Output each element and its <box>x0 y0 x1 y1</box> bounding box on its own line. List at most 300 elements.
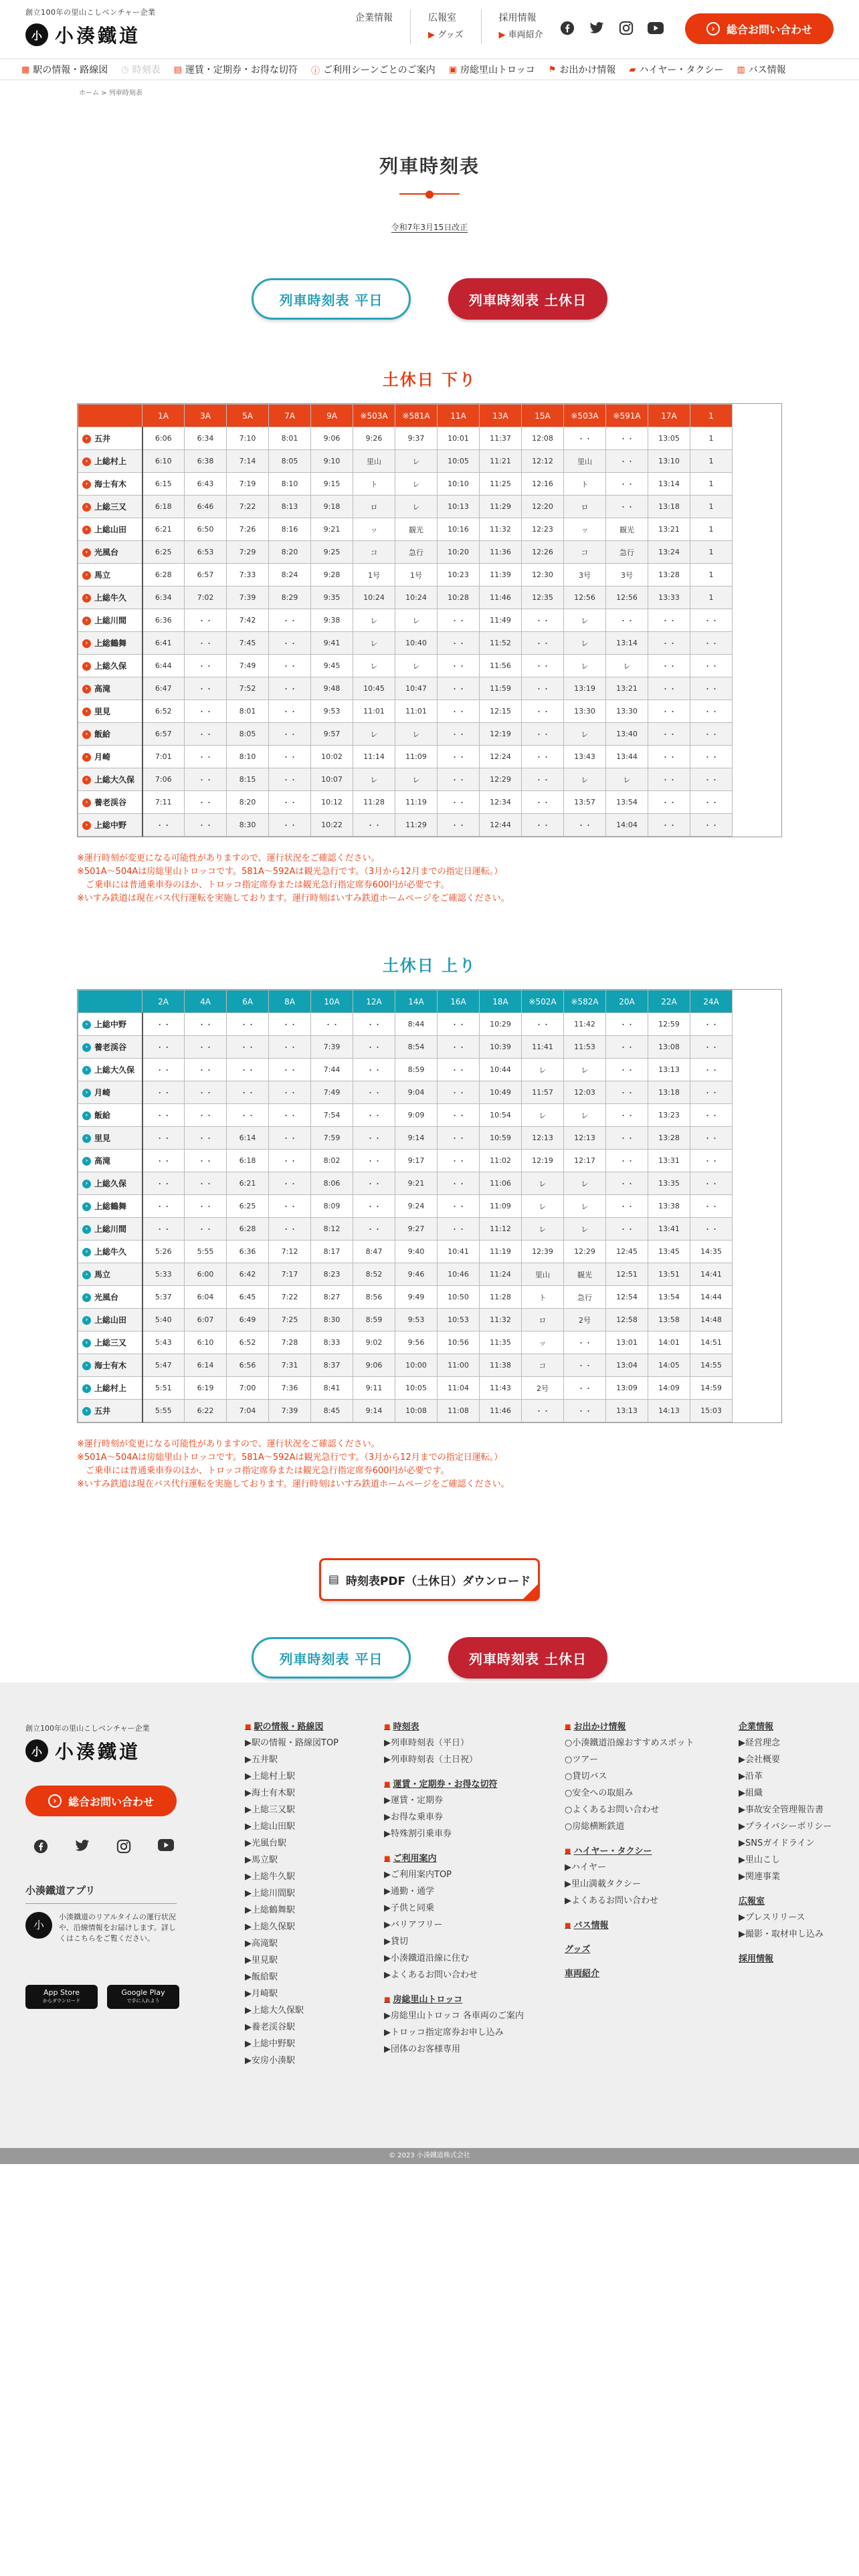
arrow-icon: › <box>82 1339 91 1348</box>
time-cell: 5:26 <box>142 1241 185 1263</box>
footer-heading[interactable]: グッズ <box>565 1945 591 1955</box>
gnav-timetable[interactable]: ◷ 時刻表 <box>121 64 161 76</box>
footer-link[interactable]: ○ツアー <box>565 1755 598 1765</box>
footer-link[interactable]: ○よくあるお問い合わせ <box>565 1805 660 1815</box>
station-name[interactable]: › 上総中野 <box>78 814 142 837</box>
time-cell: ・・ <box>606 1127 648 1150</box>
time-cell: 9:21 <box>395 1172 438 1195</box>
station-name[interactable]: › 海士有木 <box>78 473 142 496</box>
time-cell: 6:25 <box>142 541 185 564</box>
footer-link[interactable]: ▶トロッコ指定席券お申し込み <box>384 2028 504 2038</box>
time-cell: ・・ <box>227 1081 269 1104</box>
footer-heading[interactable]: 企業情報 <box>739 1722 774 1732</box>
time-cell: 観光 <box>395 518 438 541</box>
footer-heading[interactable]: 車両紹介 <box>565 1969 600 1979</box>
gnav-guide[interactable]: ⓘ ご利用シーンごとのご案内 <box>304 63 442 76</box>
time-cell: 9:10 <box>311 450 353 473</box>
time-cell: ・・ <box>690 609 733 632</box>
time-cell: ・・ <box>185 723 227 746</box>
footer-link[interactable]: ▶列車時刻表（土日祝） <box>384 1755 478 1765</box>
time-cell: ・・ <box>522 700 564 723</box>
time-cell: 13:40 <box>606 723 648 746</box>
station-name[interactable]: › 上総村上 <box>78 1377 142 1400</box>
footer-link[interactable]: ▶里山満載タクシー <box>565 1879 641 1889</box>
table-row <box>78 655 733 677</box>
time-cell: ・・ <box>648 791 690 814</box>
time-cell: 11:53 <box>564 1036 606 1059</box>
holiday-button[interactable]: 列車時刻表 土休日 <box>448 278 607 320</box>
gnav-stations[interactable]: ▦ 駅の情報・路線図 <box>21 64 108 76</box>
station-name[interactable]: › 上総久保 <box>78 655 142 677</box>
footer-link[interactable]: ▶駅の情報・路線図TOP <box>245 1738 339 1748</box>
train-header: 5A <box>227 405 269 427</box>
station-name[interactable]: › 上総川間 <box>78 609 142 632</box>
header-link-goods[interactable]: グッズ <box>438 30 464 40</box>
weekday-button[interactable]: 列車時刻表 平日 <box>252 1637 411 1679</box>
time-cell: レ <box>564 1195 606 1218</box>
time-cell: 13:41 <box>648 1218 690 1241</box>
footer-link[interactable]: ▶沿革 <box>739 1772 763 1782</box>
table-row <box>78 1059 733 1081</box>
gnav-trolley[interactable]: ▣ 房総里山トロッコ <box>448 64 535 76</box>
time-cell: コ <box>564 541 606 564</box>
station-name[interactable]: › 光風台 <box>78 541 142 564</box>
arrow-icon: › <box>82 1293 91 1302</box>
time-cell: コ <box>353 541 395 564</box>
station-name[interactable]: › 上総山田 <box>78 1309 142 1331</box>
gnav-taxi[interactable]: ▰ ハイヤー・タクシー <box>629 64 724 76</box>
train-header: 17A <box>648 405 690 427</box>
header-link-company[interactable]: 企業情報 <box>338 9 411 44</box>
station-name[interactable]: › 飯給 <box>78 1104 142 1127</box>
time-cell: 11:56 <box>480 655 522 677</box>
time-cell: 6:21 <box>142 518 185 541</box>
time-cell: ・・ <box>438 1036 480 1059</box>
footer-link[interactable]: ▶上総牛久駅 <box>245 1872 295 1882</box>
footer-link[interactable]: ▶特殊割引乗車券 <box>384 1829 452 1839</box>
youtube-icon[interactable] <box>158 1839 174 1856</box>
time-cell: 8:44 <box>395 1013 438 1036</box>
time-cell: ・・ <box>606 1150 648 1172</box>
time-cell: 8:33 <box>311 1331 353 1354</box>
time-cell: 13:43 <box>564 746 606 768</box>
footer-heading[interactable]: ■ 運賃・定期券・お得な切符 <box>384 1778 524 1792</box>
time-cell: 7:49 <box>311 1081 353 1104</box>
weekday-button[interactable]: 列車時刻表 平日 <box>252 278 411 320</box>
time-cell: 13:08 <box>648 1036 690 1059</box>
time-cell: ・・ <box>185 1104 227 1127</box>
pdf-download-button[interactable]: ▤ 時刻表PDF（土休日）ダウンロード <box>319 1558 540 1601</box>
footer-heading[interactable]: ■ ご利用案内 <box>384 1852 524 1866</box>
time-cell: ロ <box>522 1309 564 1331</box>
footer-link[interactable]: ○小湊鐵道沿線おすすめスポット <box>565 1738 694 1748</box>
time-cell: ・・ <box>438 1127 480 1150</box>
time-cell: レ <box>564 1104 606 1127</box>
footer-link[interactable]: ▶五井駅 <box>245 1755 278 1765</box>
station-name[interactable]: › 上総三又 <box>78 496 142 518</box>
station-name[interactable]: › 上総鶴舞 <box>78 632 142 655</box>
time-cell: ・・ <box>185 1218 227 1241</box>
facebook-icon[interactable] <box>33 1839 48 1856</box>
contact-button[interactable]: › 総合お問い合わせ <box>685 13 834 44</box>
station-header <box>78 405 142 427</box>
time-cell: ・・ <box>353 1104 395 1127</box>
station-name[interactable]: › 上総大久保 <box>78 768 142 791</box>
footer-heading[interactable]: ■ 駅の情報・路線図 <box>245 1720 339 1735</box>
table-row <box>78 586 733 609</box>
time-cell: 6:49 <box>227 1309 269 1331</box>
footer-link[interactable]: ▶上総久保駅 <box>245 1922 295 1932</box>
gnav-fares[interactable]: ▤ 運賃・定期券・お得な切符 <box>173 64 298 76</box>
footer-contact-button[interactable]: › 総合お問い合わせ <box>25 1786 177 1816</box>
time-cell: 10:05 <box>395 1377 438 1400</box>
station-name[interactable]: › 高滝 <box>78 1150 142 1172</box>
time-cell: 8:23 <box>311 1263 353 1286</box>
footer-link[interactable]: ▶組織 <box>739 1788 763 1798</box>
footer-link[interactable]: ▶光風台駅 <box>245 1838 286 1848</box>
table-row <box>78 1354 733 1377</box>
station-name[interactable]: › 上総山田 <box>78 518 142 541</box>
time-cell: 13:18 <box>648 496 690 518</box>
time-cell: 1 <box>690 518 733 541</box>
time-cell: ・・ <box>438 768 480 791</box>
app-store-badge[interactable]: App Store からダウンロード <box>25 1985 98 2009</box>
footer-link[interactable]: ▶安房小湊駅 <box>245 2056 295 2066</box>
time-cell: 8:01 <box>227 700 269 723</box>
time-cell: レ <box>606 655 648 677</box>
time-cell: 13:31 <box>648 1150 690 1172</box>
time-cell: 8:13 <box>269 496 311 518</box>
time-cell: ・・ <box>690 791 733 814</box>
time-cell: 11:38 <box>480 1354 522 1377</box>
time-cell: 10:05 <box>438 450 480 473</box>
time-cell: ・・ <box>438 791 480 814</box>
footer-heading[interactable]: 採用情報 <box>739 1954 774 1964</box>
train-header: 16A <box>438 990 480 1013</box>
time-cell: 11:29 <box>395 814 438 837</box>
station-name[interactable]: › 光風台 <box>78 1286 142 1309</box>
time-cell: 7:12 <box>269 1241 311 1263</box>
time-cell: 12:20 <box>522 496 564 518</box>
footer-link[interactable]: ▶お得な乗車券 <box>384 1812 443 1822</box>
down-title: 土休日 下り <box>382 370 477 389</box>
time-cell: ・・ <box>564 1331 606 1354</box>
station-name[interactable]: › 馬立 <box>78 564 142 586</box>
time-cell: 里山 <box>564 450 606 473</box>
time-cell: ・・ <box>606 1036 648 1059</box>
footer-link[interactable]: ▶運賃・定期券 <box>384 1796 443 1806</box>
store-badges <box>25 1985 179 2009</box>
facebook-icon[interactable] <box>559 20 575 36</box>
footer-link[interactable]: ▶よくあるお問い合わせ <box>384 1970 478 1980</box>
footer-link[interactable]: ▶貸切 <box>384 1937 408 1947</box>
footer-link[interactable]: ▶事故安全管理報告書 <box>739 1805 824 1815</box>
gnav-outing[interactable]: ⚑ お出かけ情報 <box>548 64 616 76</box>
footer-link[interactable]: ▶上総山田駅 <box>245 1822 295 1832</box>
arrow-icon: › <box>82 480 91 489</box>
header-link-recruit[interactable]: 採用情報 ▶ 車両紹介 <box>498 13 543 40</box>
footer-link[interactable]: ▶列車時刻表（平日） <box>384 1738 469 1748</box>
header-link-press[interactable]: 広報室 ▶ グッズ <box>411 9 482 44</box>
time-cell: 1 <box>690 473 733 496</box>
footer-link[interactable]: ▶バリアフリー <box>384 1920 443 1930</box>
footer-link[interactable]: ▶団体のお客様専用 <box>384 2044 460 2054</box>
time-cell: 10:53 <box>438 1309 480 1331</box>
arrow-icon: › <box>82 1089 91 1097</box>
time-cell: 11:32 <box>480 518 522 541</box>
time-cell: ・・ <box>690 632 733 655</box>
station-name[interactable]: › 飯給 <box>78 723 142 746</box>
time-cell: 12:54 <box>606 1286 648 1309</box>
footer-link[interactable]: ▶月崎駅 <box>245 1989 278 1999</box>
arrow-icon: › <box>82 1316 91 1325</box>
footer-link[interactable]: ▶海士有木駅 <box>245 1788 295 1798</box>
time-cell: 観光 <box>564 1263 606 1286</box>
holiday-button[interactable]: 列車時刻表 土休日 <box>448 1637 607 1679</box>
time-cell: 13:23 <box>648 1104 690 1127</box>
station-name[interactable]: › 上総川間 <box>78 1218 142 1241</box>
station-name[interactable]: › 上総久保 <box>78 1172 142 1195</box>
arrow-icon: › <box>82 526 91 534</box>
time-cell: ・・ <box>438 700 480 723</box>
time-cell: ・・ <box>690 1218 733 1241</box>
twitter-icon[interactable] <box>75 1839 90 1856</box>
logo[interactable] <box>25 21 156 48</box>
time-cell: 5:43 <box>142 1331 185 1354</box>
time-cell: レ <box>353 609 395 632</box>
footer-link[interactable]: ▶房総里山トロッコ 各車両のご案内 <box>384 2011 524 2021</box>
instagram-icon[interactable] <box>618 20 634 36</box>
footer-heading[interactable]: 広報室 <box>739 1897 765 1907</box>
footer-link[interactable]: ▶関連事業 <box>739 1872 780 1882</box>
time-cell: 7:26 <box>227 518 269 541</box>
footer-link[interactable]: ▶高滝駅 <box>245 1939 278 1949</box>
station-name[interactable]: › 五井 <box>78 1400 142 1422</box>
time-cell: ・・ <box>438 677 480 700</box>
time-cell: 6:04 <box>185 1286 227 1309</box>
table-row <box>78 1263 733 1286</box>
station-name[interactable]: › 月崎 <box>78 746 142 768</box>
time-cell: 6:18 <box>142 496 185 518</box>
station-name[interactable]: › 海士有木 <box>78 1354 142 1377</box>
time-cell: 11:28 <box>353 791 395 814</box>
youtube-icon[interactable] <box>648 20 664 36</box>
time-cell: 12:24 <box>480 746 522 768</box>
google-play-badge[interactable]: Google Play で手に入れよう <box>107 1985 179 2009</box>
time-cell: 6:19 <box>185 1377 227 1400</box>
time-cell: ・・ <box>438 814 480 837</box>
site-header <box>0 0 859 59</box>
footer-link[interactable]: ▶通勤・通学 <box>384 1887 434 1897</box>
header-link-vehicles[interactable]: 車両紹介 <box>508 30 543 40</box>
time-cell: 6:25 <box>227 1195 269 1218</box>
footer-link[interactable]: ○貸切バス <box>565 1772 607 1782</box>
station-name[interactable]: › 里見 <box>78 700 142 723</box>
breadcrumb[interactable]: ホーム > 列車時刻表 <box>79 90 142 97</box>
time-cell: 12:58 <box>606 1309 648 1331</box>
time-cell: 10:12 <box>311 791 353 814</box>
header-nav <box>338 9 561 44</box>
footer-link[interactable]: ▶上総村上駅 <box>245 1772 295 1782</box>
time-cell: ・・ <box>690 700 733 723</box>
time-cell: 8:01 <box>269 427 311 450</box>
train-header: ※582A <box>564 990 606 1013</box>
time-cell: 8:05 <box>269 450 311 473</box>
arrow-icon: › <box>82 1362 91 1370</box>
time-cell: ・・ <box>522 723 564 746</box>
footer-heading[interactable]: ■ 房総里山トロッコ <box>384 1993 524 2008</box>
time-cell: レ <box>353 655 395 677</box>
footer-link[interactable]: ▶よくあるお問い合わせ <box>565 1896 658 1906</box>
time-cell: 9:21 <box>311 518 353 541</box>
time-cell: 6:00 <box>185 1263 227 1286</box>
footer-link[interactable]: ▶撮影・取材申し込み <box>739 1929 824 1939</box>
time-cell: 13:51 <box>648 1263 690 1286</box>
footer-link[interactable]: ▶子供と同乗 <box>384 1903 434 1913</box>
time-cell: ・・ <box>690 677 733 700</box>
time-cell: レ <box>564 1172 606 1195</box>
arrow-icon: › <box>82 1021 91 1029</box>
time-cell: 8:05 <box>227 723 269 746</box>
footer-heading[interactable]: ■ 時刻表 <box>384 1720 524 1735</box>
footer-link[interactable]: ○安全への取組み <box>565 1788 634 1798</box>
table-row <box>78 791 733 814</box>
footer-link[interactable]: ○房総横断鉄道 <box>565 1822 625 1832</box>
time-cell: ・・ <box>227 1059 269 1081</box>
time-cell: 11:08 <box>438 1400 480 1422</box>
time-cell: ・・ <box>353 1172 395 1195</box>
time-cell: ・・ <box>269 791 311 814</box>
station-name[interactable]: › 高滝 <box>78 677 142 700</box>
arrow-icon: › <box>82 1202 91 1211</box>
time-cell: ・・ <box>142 1172 185 1195</box>
footer-heading[interactable]: ■ ハイヤー・タクシー <box>565 1844 694 1859</box>
time-cell: レ <box>353 632 395 655</box>
time-cell: 9:53 <box>311 700 353 723</box>
time-cell: 8:10 <box>227 746 269 768</box>
time-cell: 12:16 <box>522 473 564 496</box>
footer-link[interactable]: ▶上総鶴舞駅 <box>245 1905 295 1915</box>
time-cell: 10:13 <box>438 496 480 518</box>
station-name[interactable]: › 上総牛久 <box>78 1241 142 1263</box>
time-cell: ・・ <box>564 1400 606 1422</box>
footer-link[interactable]: ▶ご利用案内TOP <box>384 1870 452 1880</box>
time-cell: 12:26 <box>522 541 564 564</box>
time-cell: ・・ <box>522 655 564 677</box>
station-name[interactable]: › 上総大久保 <box>78 1059 142 1081</box>
instagram-icon[interactable] <box>116 1839 131 1856</box>
arrow-icon: › <box>82 1271 91 1279</box>
time-cell: 10:39 <box>480 1036 522 1059</box>
footer-link[interactable]: ▶会社概要 <box>739 1755 780 1765</box>
footer-link[interactable]: ▶上総大久保駅 <box>245 2006 304 2016</box>
time-cell: 13:09 <box>606 1377 648 1400</box>
time-cell: 9:35 <box>311 586 353 609</box>
time-cell: 12:03 <box>564 1081 606 1104</box>
footer-link[interactable]: ▶ハイヤー <box>565 1862 606 1872</box>
time-cell: 11:12 <box>480 1218 522 1241</box>
time-cell: ・・ <box>648 677 690 700</box>
time-cell: ・・ <box>648 746 690 768</box>
footer-link[interactable]: ▶小湊鐵道沿線に住む <box>384 1953 469 1963</box>
time-cell: 5:40 <box>142 1309 185 1331</box>
arrow-icon: › <box>82 821 91 830</box>
time-cell: 7:22 <box>269 1286 311 1309</box>
station-name[interactable]: › 上総牛久 <box>78 586 142 609</box>
footer-link[interactable]: ▶馬立駅 <box>245 1855 278 1865</box>
time-cell: 6:44 <box>142 655 185 677</box>
footer-link[interactable]: ▶上総三又駅 <box>245 1805 295 1815</box>
time-cell: ・・ <box>564 1354 606 1377</box>
time-cell: 9:24 <box>395 1195 438 1218</box>
logo-name: 小湊鐵道 <box>55 25 141 47</box>
time-cell: レ <box>522 1218 564 1241</box>
time-cell: ・・ <box>185 746 227 768</box>
time-cell: 7:33 <box>227 564 269 586</box>
footer-brand[interactable] <box>25 1723 150 1764</box>
time-cell: 9:28 <box>311 564 353 586</box>
footer-heading[interactable]: ■ お出かけ情報 <box>565 1720 694 1735</box>
footer-logo[interactable] <box>25 1737 150 1764</box>
footer-heading[interactable]: ■ バス情報 <box>565 1919 694 1933</box>
station-name[interactable]: › 馬立 <box>78 1263 142 1286</box>
footer-link[interactable]: ▶上総川間駅 <box>245 1889 295 1899</box>
station-name[interactable]: › 上総鶴舞 <box>78 1195 142 1218</box>
station-name[interactable]: › 上総三又 <box>78 1331 142 1354</box>
gnav-bus[interactable]: ▥ バス情報 <box>737 64 786 76</box>
footer-link[interactable]: ▶SNSガイドライン <box>739 1838 815 1848</box>
time-cell: ・・ <box>142 1218 185 1241</box>
train-header: ※591A <box>606 405 648 427</box>
time-cell: ・・ <box>185 1172 227 1195</box>
footer-link[interactable]: ▶里見駅 <box>245 1955 278 1965</box>
app-promo[interactable] <box>25 1903 177 1944</box>
time-cell: ・・ <box>269 1127 311 1150</box>
station-name[interactable]: › 上総村上 <box>78 450 142 473</box>
time-cell: ト <box>564 473 606 496</box>
time-cell: 2号 <box>522 1377 564 1400</box>
footer-link[interactable]: ▶養老渓谷駅 <box>245 2022 295 2032</box>
time-cell: ・・ <box>438 1081 480 1104</box>
footer-link[interactable]: ▶プライバシーポリシー <box>739 1822 832 1832</box>
time-cell: 12:12 <box>522 450 564 473</box>
footer-link[interactable]: ▶上総中野駅 <box>245 2039 295 2049</box>
time-cell: ・・ <box>690 1172 733 1195</box>
time-cell: 7:10 <box>227 427 269 450</box>
station-name[interactable]: › 養老渓谷 <box>78 1036 142 1059</box>
ticket-icon: ▤ <box>173 64 182 75</box>
footer-link[interactable]: ▶飯給駅 <box>245 1972 278 1982</box>
footer-link[interactable]: ▶経営理念 <box>739 1738 780 1748</box>
station-name[interactable]: › 養老渓谷 <box>78 791 142 814</box>
footer-link[interactable]: ▶里山こし <box>739 1855 780 1865</box>
time-cell: レ <box>395 609 438 632</box>
station-name[interactable]: › 上総中野 <box>78 1013 142 1036</box>
arrow-icon: › <box>82 1043 91 1052</box>
station-name[interactable]: › 里見 <box>78 1127 142 1150</box>
footer-link[interactable]: ▶プレスリリース <box>739 1913 805 1923</box>
brand[interactable] <box>25 7 156 48</box>
station-name[interactable]: › 五井 <box>78 427 142 450</box>
arrow-icon: › <box>82 571 91 580</box>
twitter-icon[interactable] <box>589 20 605 36</box>
table-row <box>78 1081 733 1104</box>
time-cell: ・・ <box>269 814 311 837</box>
time-cell: 8:37 <box>311 1354 353 1377</box>
station-name[interactable]: › 月崎 <box>78 1081 142 1104</box>
time-cell: 11:28 <box>480 1286 522 1309</box>
time-cell: ・・ <box>185 1150 227 1172</box>
